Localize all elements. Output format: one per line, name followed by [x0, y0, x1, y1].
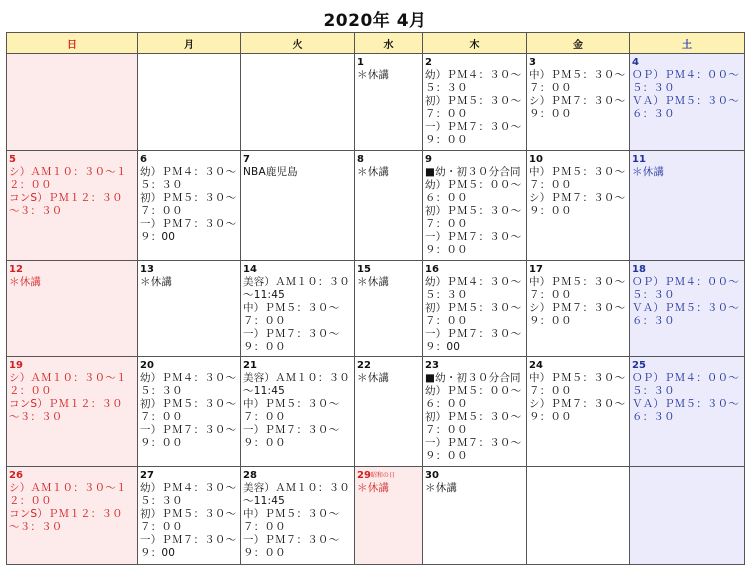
calendar-day-cell [630, 54, 745, 151]
schedule-line: ７：００ [243, 315, 286, 327]
schedule-line: シ）ＡＭ１０：３０～１ [9, 482, 127, 494]
schedule-line: 中）ＰＭ５：３０～ [243, 398, 340, 410]
schedule-line: 一）ＰＭ７：３０～ [243, 424, 340, 436]
schedule-line: 中）ＰＭ５：３０～ [529, 69, 626, 81]
calendar-day-cell [241, 261, 355, 357]
schedule-line: ～３：３０ [9, 521, 63, 533]
day-number-text: 10 [529, 154, 543, 165]
day-number-text: 6 [140, 154, 147, 165]
schedule-line: ～11:45 [243, 495, 285, 507]
schedule-line: ＊休講 [357, 372, 390, 384]
day-number-text: 4 [632, 57, 639, 68]
schedule-line: ９：００ [425, 244, 468, 256]
calendar-day-cell [7, 54, 138, 151]
schedule-line: ９：００ [243, 341, 286, 353]
day-number [140, 360, 238, 372]
day-number [357, 470, 420, 482]
schedule-line: 初）ＰＭ５：３０～ [425, 302, 522, 314]
weekday-thursday: 木 [423, 33, 527, 54]
schedule-line: ７：００ [529, 289, 572, 301]
day-number [140, 264, 238, 276]
calendar-day-cell [138, 261, 241, 357]
day-number-text: 24 [529, 360, 543, 371]
schedule-line: ＶＡ）ＰＭ５：３０～ [632, 95, 739, 107]
day-number [425, 154, 524, 166]
schedule-line: ５：３０ [632, 385, 675, 397]
schedule-line: ７：００ [140, 205, 183, 217]
schedule-line: 一）ＰＭ７：３０～ [243, 328, 340, 340]
schedule-line: ７：００ [425, 315, 468, 327]
schedule-line: ■幼・初３０分合同 [425, 372, 521, 384]
calendar-title: 2020年 4月 [323, 11, 427, 31]
weekday-sunday: 日 [7, 33, 138, 54]
day-number-text: 3 [529, 57, 536, 68]
schedule-line: 一）ＰＭ７：３０～ [425, 328, 522, 340]
schedule-line: 初）ＰＭ５：３０～ [425, 95, 522, 107]
schedule-line: 中）ＰＭ５：３０～ [529, 276, 626, 288]
schedule-line: コンS）ＰＭ１２：３０ [9, 398, 123, 410]
calendar-day-cell [423, 261, 527, 357]
schedule-line: 中）ＰＭ５：３０～ [243, 508, 340, 520]
schedule-line: ９：００ [243, 437, 286, 449]
calendar-day-cell [423, 357, 527, 467]
calendar-day-cell [241, 357, 355, 467]
day-number-text: 5 [9, 154, 16, 165]
schedule-line: シ）ＡＭ１０：３０～１ [9, 166, 127, 178]
calendar-day-cell [423, 151, 527, 261]
calendar-day-cell [138, 467, 241, 565]
schedule-line: ７：００ [529, 179, 572, 191]
day-number-text: 14 [243, 264, 257, 275]
calendar-day-cell [241, 54, 355, 151]
schedule-line: 一）ＰＭ７：３０～ [425, 437, 522, 449]
weekday-tuesday: 火 [241, 33, 355, 54]
schedule-line: 美容）ＡＭ１０：３０ [243, 372, 350, 384]
calendar-day-cell [7, 151, 138, 261]
schedule-line: ７：００ [243, 411, 286, 423]
day-number-text: 2 [425, 57, 432, 68]
schedule-line: ＯＰ）ＰＭ４：００～ [632, 276, 739, 288]
schedule-line: 幼）ＰＭ４：３０～ [140, 372, 237, 384]
calendar-grid [6, 32, 745, 565]
schedule-line: ～11:45 [243, 385, 285, 397]
schedule-line: ６：３０ [632, 108, 675, 120]
schedule-line: 一）ＰＭ７：３０～ [425, 121, 522, 133]
day-number [357, 264, 420, 276]
schedule-line: ～３：３０ [9, 411, 63, 423]
day-number-text: 28 [243, 470, 257, 481]
schedule-line: ７：００ [529, 82, 572, 94]
day-number-text: 29 [357, 470, 371, 481]
schedule-line: 中）ＰＭ５：３０～ [243, 302, 340, 314]
day-number [529, 154, 627, 166]
day-number-text: 8 [357, 154, 364, 165]
day-number [243, 360, 352, 372]
calendar-day-cell [138, 357, 241, 467]
schedule-line: ９：００ [243, 547, 286, 559]
day-number-text: 1 [357, 57, 364, 68]
day-number [425, 470, 524, 482]
schedule-line: ９：００ [529, 315, 572, 327]
day-number [140, 154, 238, 166]
schedule-line: ６：３０ [632, 315, 675, 327]
schedule-line: ９：00 [140, 231, 176, 243]
schedule-line: ７：００ [425, 218, 468, 230]
day-number [632, 57, 742, 69]
weekday-header-row [7, 33, 745, 54]
day-number-text: 16 [425, 264, 439, 275]
calendar-day-cell [138, 54, 241, 151]
calendar-day-cell [630, 357, 745, 467]
schedule-line: ＊休講 [425, 482, 458, 494]
calendar-day-cell [355, 54, 423, 151]
schedule-line: 幼）ＰＭ４：３０～ [425, 69, 522, 81]
schedule-line: ７：００ [243, 521, 286, 533]
schedule-line: ５：３０ [632, 82, 675, 94]
schedule-line: ＊休講 [357, 276, 390, 288]
day-number [425, 264, 524, 276]
schedule-line: 一）ＰＭ７：３０～ [140, 424, 237, 436]
day-number-text: 30 [425, 470, 439, 481]
schedule-line: ２：００ [9, 385, 52, 397]
schedule-line: シ）ＰＭ７：３０～ [529, 302, 626, 314]
day-number-text: 23 [425, 360, 439, 371]
schedule-line: コンS）ＰＭ１２：３０ [9, 192, 123, 204]
calendar-week-row [7, 151, 745, 261]
schedule-line: ７：００ [140, 521, 183, 533]
calendar-week-row [7, 261, 745, 357]
day-number-text: 18 [632, 264, 646, 275]
schedule-line: ＊休講 [357, 166, 390, 178]
schedule-line: 美容）ＡＭ１０：３０ [243, 276, 350, 288]
day-number [425, 360, 524, 372]
calendar-day-cell [423, 54, 527, 151]
calendar-day-cell [7, 357, 138, 467]
day-number-text: 22 [357, 360, 371, 371]
day-number-text: 17 [529, 264, 543, 275]
schedule-line: 一）ＰＭ７：３０～ [425, 231, 522, 243]
day-number [243, 470, 352, 482]
holiday-name: 昭和の日 [370, 472, 395, 479]
day-number-text: 27 [140, 470, 154, 481]
day-number [357, 154, 420, 166]
day-number [243, 264, 352, 276]
day-number-text: 13 [140, 264, 154, 275]
day-number [357, 57, 420, 69]
schedule-line: シ）ＰＭ７：３０～ [529, 192, 626, 204]
calendar-day-cell [355, 151, 423, 261]
schedule-line: 中）ＰＭ５：３０～ [529, 166, 626, 178]
schedule-line: ６：３０ [632, 411, 675, 423]
calendar-week-row [7, 357, 745, 467]
schedule-line: 初）ＰＭ５：３０～ [425, 411, 522, 423]
day-number-text: 20 [140, 360, 154, 371]
schedule-line: ６：００ [425, 398, 468, 410]
schedule-line: 幼）ＰＭ５：００～ [425, 179, 522, 191]
schedule-line: 幼）ＰＭ４：３０～ [425, 276, 522, 288]
schedule-line: 初）ＰＭ５：３０～ [140, 192, 237, 204]
weekday-saturday: 土 [630, 33, 745, 54]
schedule-line: ■幼・初３０分合同 [425, 166, 521, 178]
day-number [140, 470, 238, 482]
schedule-line: ＯＰ）ＰＭ４：００～ [632, 69, 739, 81]
calendar-day-cell [630, 467, 745, 565]
schedule-line: ２：００ [9, 179, 52, 191]
calendar-day-cell [7, 261, 138, 357]
schedule-line: ～３：３０ [9, 205, 63, 217]
schedule-line: ＊休講 [357, 69, 390, 81]
day-number [9, 264, 135, 276]
day-number-text: 12 [9, 264, 23, 275]
calendar-day-cell [630, 151, 745, 261]
schedule-line: 中）ＰＭ５：３０～ [529, 372, 626, 384]
day-number [9, 360, 135, 372]
calendar-day-cell [7, 467, 138, 565]
day-number [529, 264, 627, 276]
schedule-line: ５：３０ [425, 289, 468, 301]
schedule-line: ７：００ [425, 108, 468, 120]
schedule-line: 初）ＰＭ５：３０～ [140, 398, 237, 410]
schedule-line: ５：３０ [425, 82, 468, 94]
schedule-line: ７：００ [425, 424, 468, 436]
day-number-text: 26 [9, 470, 23, 481]
calendar-day-cell [527, 261, 630, 357]
day-number [632, 154, 742, 166]
calendar-day-cell [527, 357, 630, 467]
schedule-line: シ）ＰＭ７：３０～ [529, 95, 626, 107]
schedule-line: ６：００ [425, 192, 468, 204]
schedule-line: ９：００ [425, 134, 468, 146]
day-number [529, 57, 627, 69]
schedule-line: ＶＡ）ＰＭ５：３０～ [632, 398, 739, 410]
calendar-day-cell [241, 151, 355, 261]
day-number [632, 360, 742, 372]
calendar-day-cell [355, 467, 423, 565]
day-number-text: 21 [243, 360, 257, 371]
schedule-line: 初）ＰＭ５：３０～ [140, 508, 237, 520]
schedule-line: ９：00 [425, 341, 461, 353]
schedule-line: ５：３０ [140, 495, 183, 507]
schedule-line: ５：３０ [632, 289, 675, 301]
schedule-line: 美容）ＡＭ１０：３０ [243, 482, 350, 494]
day-number [357, 360, 420, 372]
calendar-day-cell [527, 54, 630, 151]
schedule-line: ９：00 [140, 547, 176, 559]
calendar-day-cell [423, 467, 527, 565]
day-number-text: 25 [632, 360, 646, 371]
calendar-week-row [7, 54, 745, 151]
schedule-line: ９：００ [425, 450, 468, 462]
day-number [243, 154, 352, 166]
schedule-line: ＊休講 [632, 166, 665, 178]
weekday-monday: 月 [138, 33, 241, 54]
day-number [9, 470, 135, 482]
schedule-line: ＊休講 [9, 276, 42, 288]
schedule-line: コンS）ＰＭ１２：３０ [9, 508, 123, 520]
day-number-text: 7 [243, 154, 250, 165]
schedule-line: 一）ＰＭ７：３０～ [140, 534, 237, 546]
calendar-day-cell [527, 151, 630, 261]
schedule-line: ＯＰ）ＰＭ４：００～ [632, 372, 739, 384]
day-number-text: 11 [632, 154, 646, 165]
calendar-day-cell [355, 261, 423, 357]
calendar-day-cell [138, 151, 241, 261]
schedule-line: 幼）ＰＭ５：００～ [425, 385, 522, 397]
schedule-line: ９：００ [529, 411, 572, 423]
day-number [425, 57, 524, 69]
schedule-line: 一）ＰＭ７：３０～ [243, 534, 340, 546]
day-number [9, 154, 135, 166]
schedule-line: 初）ＰＭ５：３０～ [425, 205, 522, 217]
day-number-text: 19 [9, 360, 23, 371]
calendar-day-cell [527, 467, 630, 565]
schedule-line: 一）ＰＭ７：３０～ [140, 218, 237, 230]
schedule-line: 幼）ＰＭ４：３０～ [140, 482, 237, 494]
schedule-line: ７：００ [529, 385, 572, 397]
weekday-friday: 金 [527, 33, 630, 54]
schedule-line: ９：００ [529, 205, 572, 217]
schedule-line: シ）ＡＭ１０：３０～１ [9, 372, 127, 384]
calendar-week-row [7, 467, 745, 565]
schedule-line: 幼）ＰＭ４：３０～ [140, 166, 237, 178]
calendar-day-cell [241, 467, 355, 565]
schedule-line: ９：００ [529, 108, 572, 120]
day-number [632, 264, 742, 276]
schedule-line: シ）ＰＭ７：３０～ [529, 398, 626, 410]
schedule-line: ５：３０ [140, 385, 183, 397]
calendar-day-cell [630, 261, 745, 357]
weekday-wednesday: 水 [355, 33, 423, 54]
calendar-day-cell [355, 357, 423, 467]
schedule-line: ５：３０ [140, 179, 183, 191]
schedule-line: ７：００ [140, 411, 183, 423]
schedule-line: NBA鹿児島 [243, 166, 298, 178]
day-number-text: 9 [425, 154, 432, 165]
day-number [529, 360, 627, 372]
day-number-text: 15 [357, 264, 371, 275]
schedule-line: ～11:45 [243, 289, 285, 301]
schedule-line: ＊休講 [357, 482, 390, 494]
schedule-line: ＶＡ）ＰＭ５：３０～ [632, 302, 739, 314]
schedule-line: ９：００ [140, 437, 183, 449]
schedule-line: ２：００ [9, 495, 52, 507]
schedule-line: ＊休講 [140, 276, 173, 288]
